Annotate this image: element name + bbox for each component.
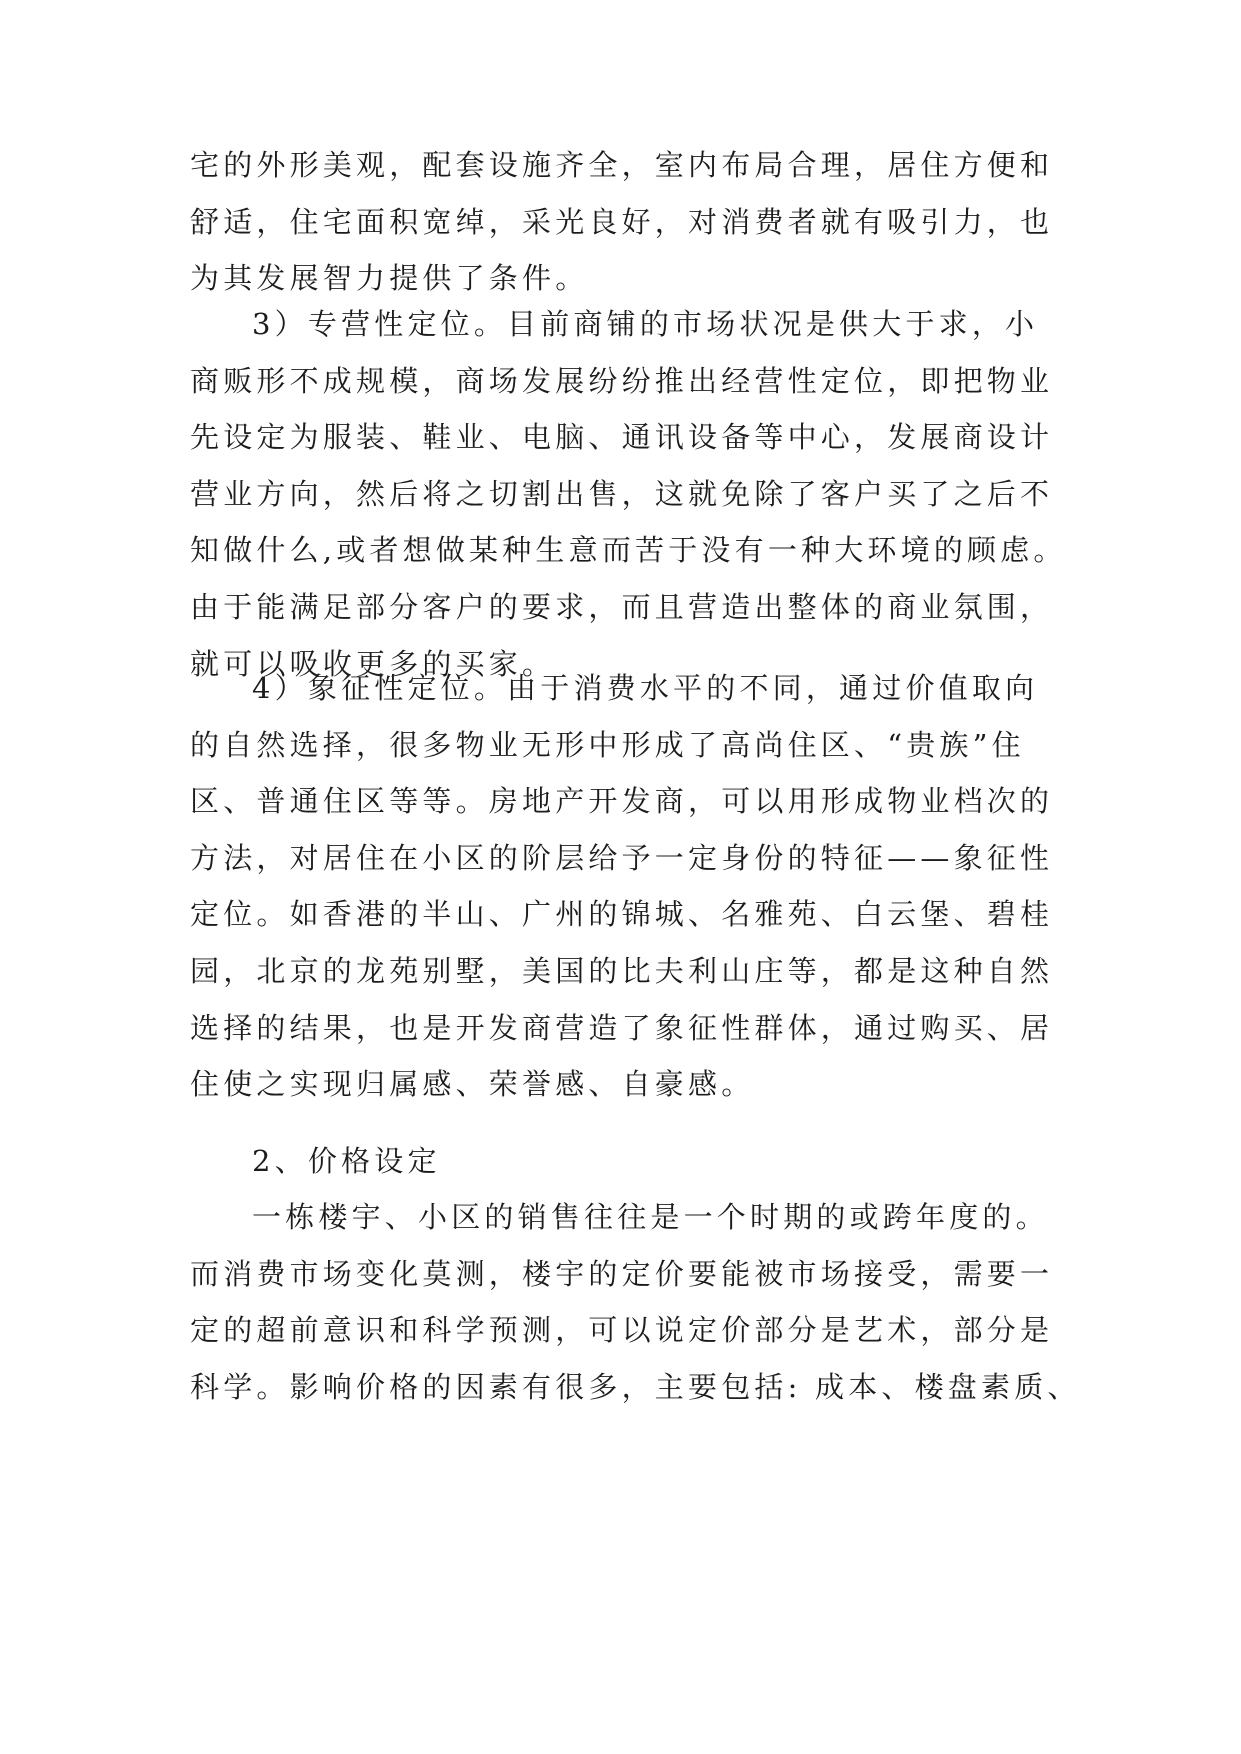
text-line: 由于能满足部分客户的要求，而且营造出整体的商业氛围， [190, 589, 1054, 624]
text-line: 营业方向，然后将之切割出售，这就免除了客户买了之后不 [190, 476, 1054, 511]
text-line: 区、普通住区等等。房地产开发商，可以用形成物业档次的 [190, 784, 1054, 819]
text-line: 定的超前意识和科学预测，可以说定价部分是艺术，部分是 [190, 1313, 1054, 1348]
text-line: 3）专营性定位。目前商铺的市场状况是供大于求，小 [252, 307, 1039, 341]
text-line: 就可以吸收更多的买家。 [190, 646, 556, 681]
text-line: 而消费市场变化莫测，楼宇的定价要能被市场接受，需要一 [190, 1256, 1054, 1291]
paragraph-pricing [190, 1189, 1081, 1415]
text-line: 科学。影响价格的因素有很多，主要包括: 成本、楼盘素质、 [190, 1369, 1081, 1404]
text-line: 为其发展智力提供了条件。 [190, 261, 589, 296]
text-line: 园，北京的龙苑别墅，美国的比夫利山庄等，都是这种自然 [190, 953, 1054, 988]
text-line: 商贩形不成规模，商场发展纷纷推出经营性定位，即把物业 [190, 363, 1054, 398]
text-line: 住使之实现归属感、荣誉感、自豪感。 [190, 1067, 755, 1102]
paragraph-specialized-positioning [190, 296, 1070, 692]
text-line: 的自然选择，很多物业无形中形成了高尚住区、“贵族”住 [190, 727, 1025, 762]
text-line: 舒适，住宅面积宽绰，采光良好，对消费者就有吸引力，也 [190, 204, 1054, 239]
section-heading-block [190, 1133, 1070, 1190]
paragraph-continued [190, 137, 1070, 307]
paragraph-symbolic-positioning [190, 660, 1070, 1113]
text-line: 4）象征性定位。由于消费水平的不同，通过价值取向 [252, 671, 1039, 705]
text-line: 宅的外形美观，配套设施齐全，室内布局合理，居住方便和 [190, 148, 1054, 182]
text-line: 一栋楼宇、小区的销售往往是一个时期的或跨年度的。 [252, 1200, 1049, 1234]
text-line: 知做什么,或者想做某种生意而苦于没有一种大环境的顾虑。 [190, 533, 1067, 568]
text-line: 定位。如香港的半山、广州的锦城、名雅苑、白云堡、碧桂 [190, 897, 1054, 932]
text-line: 先设定为服装、鞋业、电脑、通讯设备等中心，发展商设计 [190, 420, 1054, 455]
section-heading: 2、价格设定 [252, 1144, 441, 1178]
text-line: 方法，对居住在小区的阶层给予一定身份的特征——象征性 [190, 840, 1054, 875]
text-line: 选择的结果，也是开发商营造了象征性群体，通过购买、居 [190, 1010, 1054, 1045]
